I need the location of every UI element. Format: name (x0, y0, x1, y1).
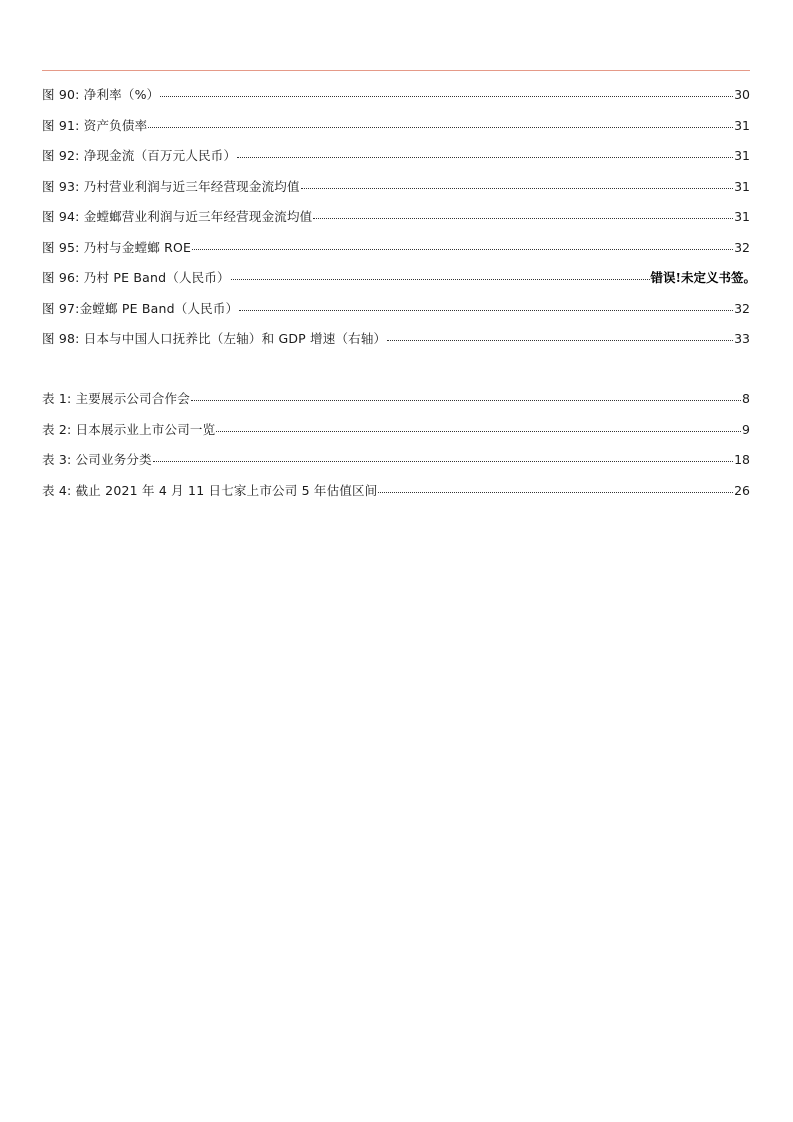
toc-entry-page: 30 (734, 87, 750, 102)
toc-entry-label: 图 92: 净现金流（百万元人民币） (42, 148, 237, 163)
toc-entry-table-2[interactable] (42, 420, 750, 451)
toc-entry-page: 31 (734, 148, 750, 163)
dot-leader (313, 217, 733, 219)
dot-leader (148, 126, 733, 128)
toc-entry-figure-94[interactable] (42, 207, 750, 238)
toc-entry-page: 9 (742, 421, 750, 437)
dot-leader (301, 187, 733, 189)
figure-list (42, 85, 756, 360)
dot-leader (191, 399, 741, 401)
dot-leader (153, 460, 733, 462)
toc-entry-label: 图 90: 净利率（%） (42, 87, 160, 102)
dot-leader (216, 430, 741, 432)
dot-leader (378, 491, 733, 493)
dot-leader (237, 156, 733, 158)
toc-entry-label: 图 94: 金螳螂营业利润与近三年经营现金流均值 (42, 209, 313, 224)
toc-entry-label: 图 98: 日本与中国人口抚养比（左轴）和 GDP 增速（右轴） (42, 331, 387, 346)
table-list (42, 389, 750, 511)
toc-entry-page: 26 (734, 482, 750, 498)
toc-entry-page: 31 (734, 209, 750, 224)
toc-entry-figure-95[interactable] (42, 238, 750, 269)
toc-entry-page: 31 (734, 117, 750, 133)
bookmark-error-text: 错误!未定义书签。 (650, 270, 756, 285)
toc-entry-figure-96[interactable] (42, 268, 756, 299)
toc-entry-figure-97[interactable] (42, 299, 750, 330)
dot-leader (387, 339, 733, 341)
toc-entry-figure-90[interactable] (42, 85, 750, 116)
toc-entry-figure-91[interactable] (42, 116, 750, 147)
toc-entry-page: 33 (734, 331, 750, 346)
toc-entry-page: 32 (734, 300, 750, 316)
dot-leader (160, 95, 733, 97)
toc-entry-figure-98[interactable] (42, 329, 750, 360)
header-rule (42, 70, 750, 71)
toc-entry-table-4[interactable] (42, 481, 750, 512)
toc-entry-label: 图 95: 乃村与金螳螂 ROE (42, 239, 192, 255)
dot-leader (192, 248, 733, 250)
toc-entry-label: 表 1: 主要展示公司合作会 (42, 391, 190, 406)
toc-entry-page: 8 (742, 391, 750, 406)
toc-entry-label: 图 97:金螳螂 PE Band（人民币） (42, 300, 239, 316)
toc-entry-page: 18 (734, 452, 750, 467)
toc-entry-table-1[interactable] (42, 389, 750, 420)
toc-entry-page: 32 (734, 239, 750, 255)
toc-entry-page: 31 (734, 178, 750, 194)
dot-leader (239, 309, 733, 311)
toc-entry-table-3[interactable] (42, 450, 750, 481)
toc-entry-label: 图 96: 乃村 PE Band（人民币） (42, 270, 230, 285)
toc-entry-label: 图 91: 资产负债率 (42, 117, 148, 133)
toc-entry-label: 图 93: 乃村营业利润与近三年经营现金流均值 (42, 178, 300, 194)
toc-entry-label: 表 2: 日本展示业上市公司一览 (42, 421, 216, 437)
toc-entry-label: 表 3: 公司业务分类 (42, 452, 152, 467)
toc-entry-figure-92[interactable] (42, 146, 750, 177)
toc-entry-figure-93[interactable] (42, 177, 750, 208)
toc-entry-label: 表 4: 截止 2021 年 4 月 11 日七家上市公司 5 年估值区间 (42, 482, 378, 498)
dot-leader (231, 278, 650, 280)
